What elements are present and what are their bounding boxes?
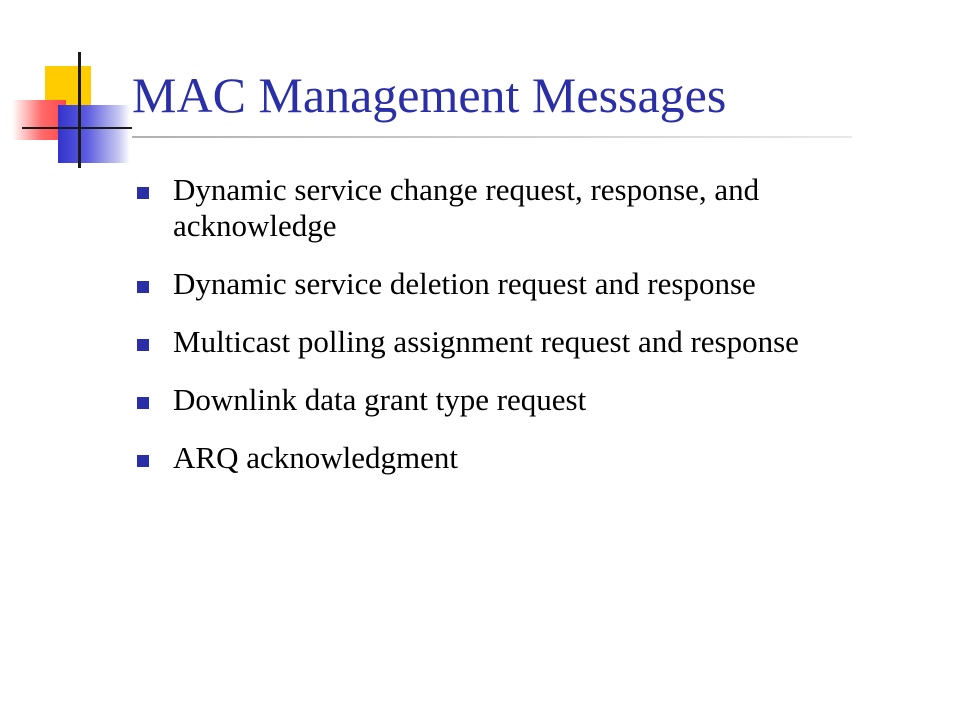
blue-gradient-shape: [58, 105, 130, 163]
square-bullet-icon: [137, 397, 149, 409]
square-bullet-icon: [137, 455, 149, 467]
title-underline: [132, 136, 852, 138]
bullet-item: [137, 324, 917, 360]
corner-decoration-graphic: [0, 0, 140, 170]
square-bullet-icon: [137, 281, 149, 293]
vertical-line: [78, 52, 81, 168]
bullet-text: Dynamic service deletion request and response: [173, 266, 756, 301]
bullet-item: [137, 440, 917, 476]
bullet-text: ARQ acknowledgment: [173, 440, 458, 475]
bullet-text: Downlink data grant type request: [173, 382, 587, 417]
bullet-list: [137, 172, 917, 498]
bullet-text: Dynamic service change request, response, and acknowledge: [173, 172, 760, 243]
bullet-text: Multicast polling assignment request and response: [173, 324, 799, 359]
horizontal-line: [22, 127, 132, 129]
square-bullet-icon: [137, 339, 149, 351]
bullet-item: [137, 172, 917, 244]
bullet-item: [137, 382, 917, 418]
square-bullet-icon: [137, 187, 149, 199]
slide-title: MAC Management Messages: [132, 67, 727, 123]
bullet-item: [137, 266, 917, 302]
